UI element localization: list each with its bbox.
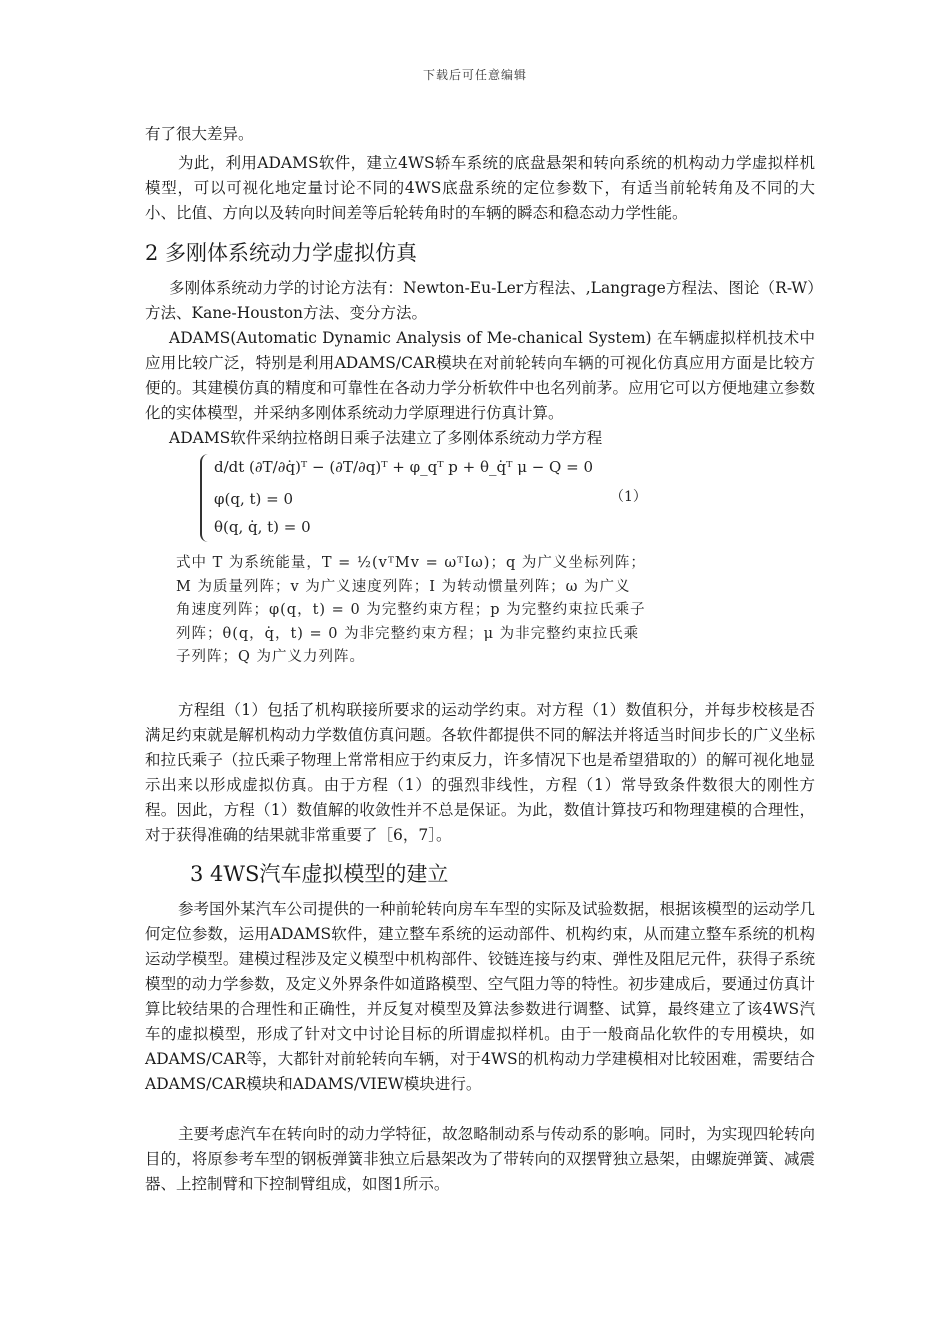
equation-number: （1） [610,489,647,505]
section-heading-3: 3 4WS汽车虚拟模型的建立 [190,862,449,886]
section-heading-2: 2 多刚体系统动力学虚拟仿真 [145,241,418,265]
paragraph-2: 为此，利用ADAMS软件，建立4WS轿车系统的底盘悬架和转向系统的机构动力学虚拟样机模型，可以可视化地定量讨论不同的4WS底盘系统的定位参数下，有适当前轮转角及不同的大小、比值、方向以及转向时间差等后轮转角时的车辆的瞬态和稳态动力学性能。 [145,154,815,222]
paragraph-5: ADAMS软件采纳拉格朗日乘子法建立了多刚体系统动力学方程 [169,429,603,447]
paragraph-3: 多刚体系统动力学的讨论方法有：Newton-Eu-Ler方程法、,Langrage方程法、图论（R-W）方法、Kane-Houston方法、变分方法。 [145,279,815,322]
equation-brace [200,454,210,542]
equation-line-2: φ(q, t) = 0 [214,490,294,508]
paragraph-4: ADAMS(Automatic Dynamic Analysis of Me-chanical System) 在车辆虚拟样机技术中应用比较广泛，特别是利用ADAMS/CAR模块在对前轮转向车辆的可视化仿真应用方面是比较方便的。其建模仿真的精度和可靠性在各动力学分析软件中也名列前茅。应用它可以方便地建立参数化的实体模型，并采纳多刚体系统动力学原理进行仿真计算。 [145,329,815,422]
paragraph-7: 参考国外某汽车公司提供的一种前轮转向房车车型的实际及试验数据，根据该模型的运动学几何定位参数，运用ADAMS软件，建立整车系统的运动部件、机构约束，从而建立整车系统的机构运动学模型。建模过程涉及定义模型中机构部件、铰链连接与约束、弹性及阻尼元件，获得子系统模型的动力学参数，及定义外界条件如道路模型、空气阻力等的特性。初步建成后，要通过仿真计算比较结果的合理性和正确性，并反复对模型及算法参数进行调整、试算，最终建立了该4WS汽车的虚拟模型，形成了针对文中讨论目标的所谓虚拟样机。由于一般商品化软件的专用模块，如ADAMS/CAR等，大都针对前轮转向车辆，对于4WS的机构动力学建模相对比较困难，需要结合ADAMS/CAR模块和ADAMS/VIEW模块进行。 [145,900,815,1093]
paragraph-1: 有了很大差异。 [145,125,254,143]
paragraph-8: 主要考虑汽车在转向时的动力学特征，故忽略制动系与传动系的影响。同时，为实现四轮转向目的，将原参考车型的钢板弹簧非独立后悬架改为了带转向的双摆臂独立悬架，由螺旋弹簧、减震器、上控制臂和下控制臂组成，如图1所示。 [145,1125,815,1193]
equation-description: 式中 T 为系统能量，T = ½(vᵀMv = ωᵀIω)；q 为广义坐标列阵；M 为质量列阵；v 为广义速度列阵；I 为转动惯量列阵；ω 为广义角速度列阵；φ(q，t) = 0 为完整约束方程；p 为完整约束拉氏乘子列阵；θ(q，q̇，t) = 0 为非完整约束方程；μ 为非完整约束拉氏乘子列阵；Q 为广义力列阵。 [176,555,646,665]
equation-line-3: θ(q, q̇, t) = 0 [214,518,311,536]
page-header: 下载后可任意编辑 [422,68,527,82]
equation-line-1: d/dt (∂T/∂q̇)ᵀ − (∂T/∂q)ᵀ + φ_qᵀ p + θ_q̇ᵀ μ − Q = 0 [214,458,593,476]
paragraph-6: 方程组（1）包括了机构联接所要求的运动学约束。对方程（1）数值积分，并每步校核是否满足约束就是解机构动力学数值仿真问题。各软件都提供不同的解法并将适当时间步长的广义坐标和拉氏乘子（拉氏乘子物理上常常相应于约束反力，许多情况下也是希望猎取的）的解可视化地显示出来以形成虚拟仿真。由于方程（1）的强烈非线性，方程（1）常导致条件数很大的刚性方程。因此，方程（1）数值解的收敛性并不总是保证。为此，数值计算技巧和物理建模的合理性，对于获得准确的结果就非常重要了［6，7］。 [145,701,815,844]
equation-block [170,448,650,680]
